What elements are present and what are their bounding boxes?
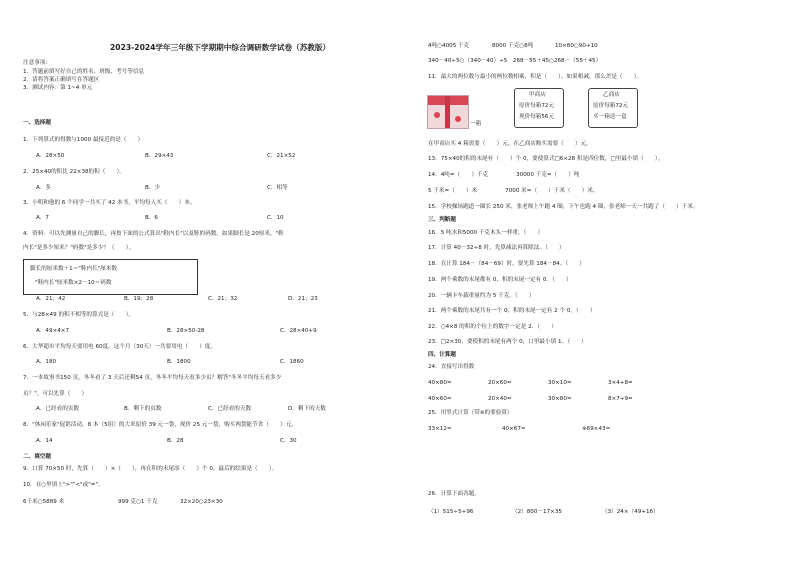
right-column (404, 0, 794, 562)
q25-item-2: 40×67= (502, 426, 526, 432)
paper-title: 2023-2024学年三年级下学期期中综合调研数学试卷（苏教版） (110, 43, 331, 52)
q26-item-1: （1）515÷5+96 (428, 509, 474, 515)
q14-line-1: 14．4吨=（ ）千克 30000 千克=（ ）吨 (428, 172, 580, 178)
shop-b-card (588, 88, 638, 128)
q24: 24．直接写出得数 (428, 364, 475, 370)
q15: 15．学校操场跑道一圈长 250 米，张老师上午跑 4 圈，下午也跑 4 圈，张老师一天一共跑了（ ）千米。 (428, 204, 699, 210)
q8: 8．"休闲乐家"促销活动，8 本（5组）的大米原价 39 元一袋，现价 25 元一袋，购买两袋能节省（ ）元。 (23, 422, 297, 428)
notes-heading: 注意事项： (23, 60, 51, 66)
q8-option-c: C．30 (280, 438, 297, 444)
q25-item-3: ※69×43= (582, 426, 611, 432)
calc-1-4: 3×4+8= (608, 380, 633, 386)
q4-option-b: B．19；28 (124, 296, 154, 302)
q10-row-2-b: 8000 千克○8吨 (492, 43, 534, 49)
q7-line-1: 7．一本故事书150 页，冬冬看了 3 天后还剩54 页，冬冬平均每天看多少页？解答"冬冬平均每天看多少 (23, 375, 282, 381)
q12-question: 在甲商店买 4 箱需要（ ）元，在乙商店购买需要（ ）元。 (428, 141, 592, 147)
q26-item-3: （3）24×（49+16） (602, 509, 659, 515)
q3: 3．小明和他的 6 个同学一共买了 42 本书，平均每人买（ ）本。 (23, 200, 196, 206)
q9: 9．口算 70×50 时，先算（ ）×（ ），再在积的末尾添（ ）个 0，最后的结果是（ ）。 (23, 466, 278, 472)
shop-a-card (514, 88, 564, 128)
q7-line-2: 页？"，可以先算（ ） (23, 391, 88, 397)
q5-option-b: B．28×50-28 (167, 328, 205, 334)
note-2: 2．请将答案正确填写在答题区 (23, 77, 100, 83)
q1-option-b: B．29×43 (145, 153, 174, 159)
q5: 5．与28×49 的积不相等的算式是（ ）。 (23, 312, 134, 318)
q2-option-c: C．相等 (267, 185, 288, 191)
q11: 11．最大的两位数与最小的两位数相乘，积是（ ），如果相减，那么差是（ ）。 (428, 74, 643, 80)
calc-2-4: 8×7+9= (608, 396, 633, 402)
q26-item-2: （2）800－17×35 (512, 509, 562, 515)
q4-option-d: D．21；23 (288, 296, 318, 302)
q4-formula-2: "鞋内长"厘米数×2－10＝码数 (35, 280, 112, 286)
q14-line-2: 5 千米=（ ）米 7000 米=（ ）千米（ ）米。 (428, 188, 599, 194)
q25-item-1: 33×12= (428, 426, 452, 432)
q4-formula-box (23, 259, 198, 295)
q3-option-c: C．10 (267, 215, 284, 221)
q6-option-a: A．180 (36, 359, 57, 365)
q4-option-c: C．21；32 (208, 296, 238, 302)
shop-b-original: 原价每箱72元 (593, 103, 629, 109)
q3-option-b: B．6 (145, 215, 158, 221)
q1: 1．下列算式的得数与1000 最接近的是（ ） (23, 137, 144, 143)
note-1: 1．答题前填写好自己的姓名、班级、考号等信息 (23, 69, 145, 75)
q21: 21．两个乘数的末尾共有一个 0，积的末尾一定有 2 个 0。（ ） (428, 308, 596, 314)
section-fill: 二、填空题 (23, 454, 51, 460)
q10-row-1-c: 32×20○23×30 (180, 499, 223, 505)
q4-option-a: A．21；42 (36, 296, 66, 302)
q13: 13．75×40的积的末尾有（ ）个 0，要使算式□6×28 积是四位数，□里最小填（ ）。 (428, 156, 664, 162)
q17: 17．计算 40－32÷8 时，先算减法再算除法。（ ） (428, 245, 565, 251)
calc-1-1: 40×80= (428, 380, 452, 386)
q1-option-a: A．28×50 (36, 153, 65, 159)
q6-option-c: C．1860 (280, 359, 304, 365)
q10-row-2-a: 4吨○4005 千克 (428, 43, 470, 49)
section-judge: 三、判断题 (428, 217, 456, 223)
q2-option-a: A．多 (36, 185, 52, 191)
q7-option-b: B．剩下的页数 (124, 406, 162, 412)
q4-formula-1: 脚长的厘米数＋1＝"鞋内长"厘米数 (30, 266, 118, 272)
shop-b-name: 乙商店 (603, 92, 620, 98)
shop-a-original: 原价每箱72元 (519, 103, 555, 109)
q23: 23．□2×30，要使积的末尾有两个 0，口里最小填 1。（ ） (428, 339, 587, 345)
q10-row-1-a: 6千米○5889 米 (23, 499, 65, 505)
q1-option-c: C．21×52 (267, 153, 296, 159)
q12-box-label: 一箱 (470, 121, 482, 127)
q19: 19．两个乘数的末尾都有 0，积的末尾一定有 0。（ ） (428, 277, 572, 283)
gift-box-image (427, 95, 469, 129)
calc-2-2: 20×40= (488, 396, 512, 402)
q25: 25．用竖式计算（带※的要验算） (428, 410, 513, 416)
q7-option-c: C．已经看的天数 (208, 406, 252, 412)
q2: 2．25×40的积比 22×38的积（ ）。 (23, 169, 125, 175)
q2-option-b: B．少 (145, 185, 161, 191)
section-calc: 四、计算题 (428, 352, 456, 358)
section-choice: 一、选择题 (23, 120, 51, 126)
q3-option-a: A．7 (36, 215, 49, 221)
q18: 18．在计算 184－（84－69）时，要先算 184－84。（ ） (428, 261, 585, 267)
q10-row-1-b: 999 克○1 千克 (118, 499, 158, 505)
q5-option-a: A．49×4×7 (36, 328, 70, 334)
q20: 20．一辆卡车载重量约为 5 千克。（ ） (428, 293, 535, 299)
q6-option-b: B．1800 (167, 359, 191, 365)
calc-2-3: 30×80= (548, 396, 572, 402)
q10: 10．在○里填上">""<"或"="。 (23, 482, 104, 488)
q7-option-d: D．剩下的天数 (288, 406, 326, 412)
q10-row-3: 340－40÷5○（340－40）÷5 268－55＋45○268－（55＋45） (428, 58, 602, 64)
q4-line-2: 内长"是多少厘米？"码数"是多少？（ ）。 (23, 245, 135, 251)
q7-option-a: A．已经看的页数 (36, 406, 79, 412)
q5-option-c: C．28×40+9 (280, 328, 317, 334)
shop-a-name: 甲商店 (529, 92, 546, 98)
q4-line-1: 4．资料：可以先测量自己的脚长，再按下面的公式算出"鞋内长"以及鞋的码数。如果脚长是 20厘米，"鞋 (23, 231, 284, 237)
calc-1-2: 20×60= (488, 380, 512, 386)
q22: 22．○4×8 的积的个位上的数字一定是 2．（ ） (428, 324, 557, 330)
shop-b-offer: 买一箱送一盒 (593, 114, 627, 120)
q8-option-b: B．28 (167, 438, 184, 444)
q6: 6．大华超市平均每天要用电 60度，这个月（30天）一共要用电（ ）度。 (23, 344, 216, 350)
q10-row-2-c: 10×80○90+10 (555, 43, 598, 49)
q8-option-a: A．14 (36, 438, 53, 444)
q16: 16．5 吨水和5000 千克木头一样重。（ ） (428, 230, 544, 236)
calc-2-1: 40×60= (428, 396, 452, 402)
calc-1-3: 30×10= (548, 380, 572, 386)
note-3: 3．测试内容：第 1~4 单元 (23, 85, 93, 91)
shop-a-current: 现价每箱56元 (519, 114, 555, 120)
q26: 26．计算下面各题。 (428, 491, 480, 497)
